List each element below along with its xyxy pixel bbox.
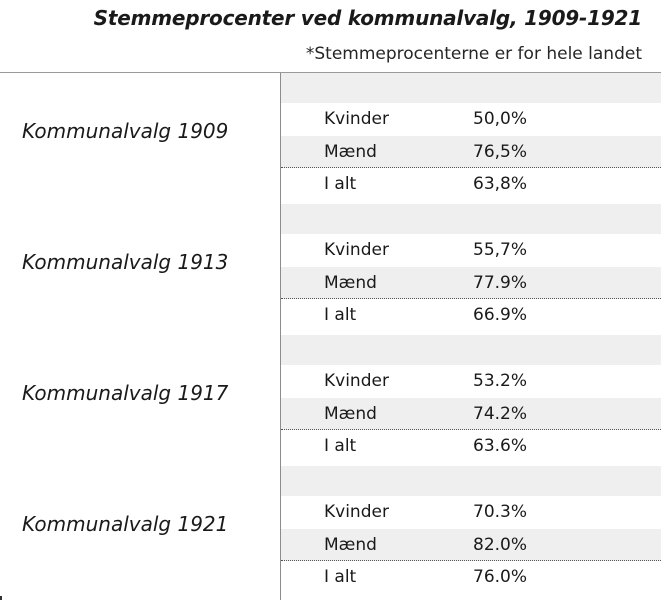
row-category: Kvinder (324, 240, 389, 260)
election-label: Kommunalvalg 1917 (22, 381, 229, 405)
row-category: Kvinder (324, 502, 389, 522)
row-category: Mænd (324, 404, 377, 424)
row-value: 82.0% (473, 535, 528, 555)
election-group (0, 204, 661, 334)
table-row (281, 398, 661, 430)
row-value: 63,8% (473, 174, 528, 194)
row-category: Mænd (324, 273, 377, 293)
row-value: 74.2% (473, 404, 528, 424)
election-group (0, 466, 661, 596)
table-row (281, 234, 661, 267)
table-row (281, 561, 661, 593)
election-group (0, 73, 661, 203)
row-category: Kvinder (324, 109, 389, 129)
row-value: 77.9% (473, 273, 528, 293)
election-label: Kommunalvalg 1921 (22, 512, 229, 536)
row-value: 55,7% (473, 240, 528, 260)
row-category: Kvinder (324, 371, 389, 391)
row-value: 66.9% (473, 305, 528, 325)
spacer-row (281, 466, 661, 496)
row-value: 70.3% (473, 502, 528, 522)
row-value: 63.6% (473, 436, 528, 456)
table-row (281, 365, 661, 398)
table-title: Stemmeprocenter ved kommunalvalg, 1909-1921 (93, 6, 642, 30)
election-group (0, 335, 661, 465)
table-row (281, 430, 661, 462)
row-value: 53.2% (473, 371, 528, 391)
table-row (281, 529, 661, 561)
election-label: Kommunalvalg 1909 (22, 119, 229, 143)
table-row (281, 496, 661, 529)
table-row (281, 168, 661, 200)
table-row (281, 103, 661, 136)
row-category: I alt (324, 174, 357, 194)
spacer-row (281, 204, 661, 234)
spacer-row (281, 73, 661, 103)
row-category: I alt (324, 567, 357, 587)
table-subtitle: *Stemmeprocenterne er for hele landet (305, 44, 642, 64)
row-value: 50,0% (473, 109, 528, 129)
table-row (281, 136, 661, 168)
table-row (281, 299, 661, 331)
row-category: Mænd (324, 142, 377, 162)
row-category: I alt (324, 305, 357, 325)
table-row (281, 267, 661, 299)
row-category: Mænd (324, 535, 377, 555)
election-label: Kommunalvalg 1913 (22, 250, 229, 274)
row-value: 76.0% (473, 567, 528, 587)
spacer-row (281, 335, 661, 365)
corner-tick (0, 596, 2, 600)
row-value: 76,5% (473, 142, 528, 162)
row-category: I alt (324, 436, 357, 456)
